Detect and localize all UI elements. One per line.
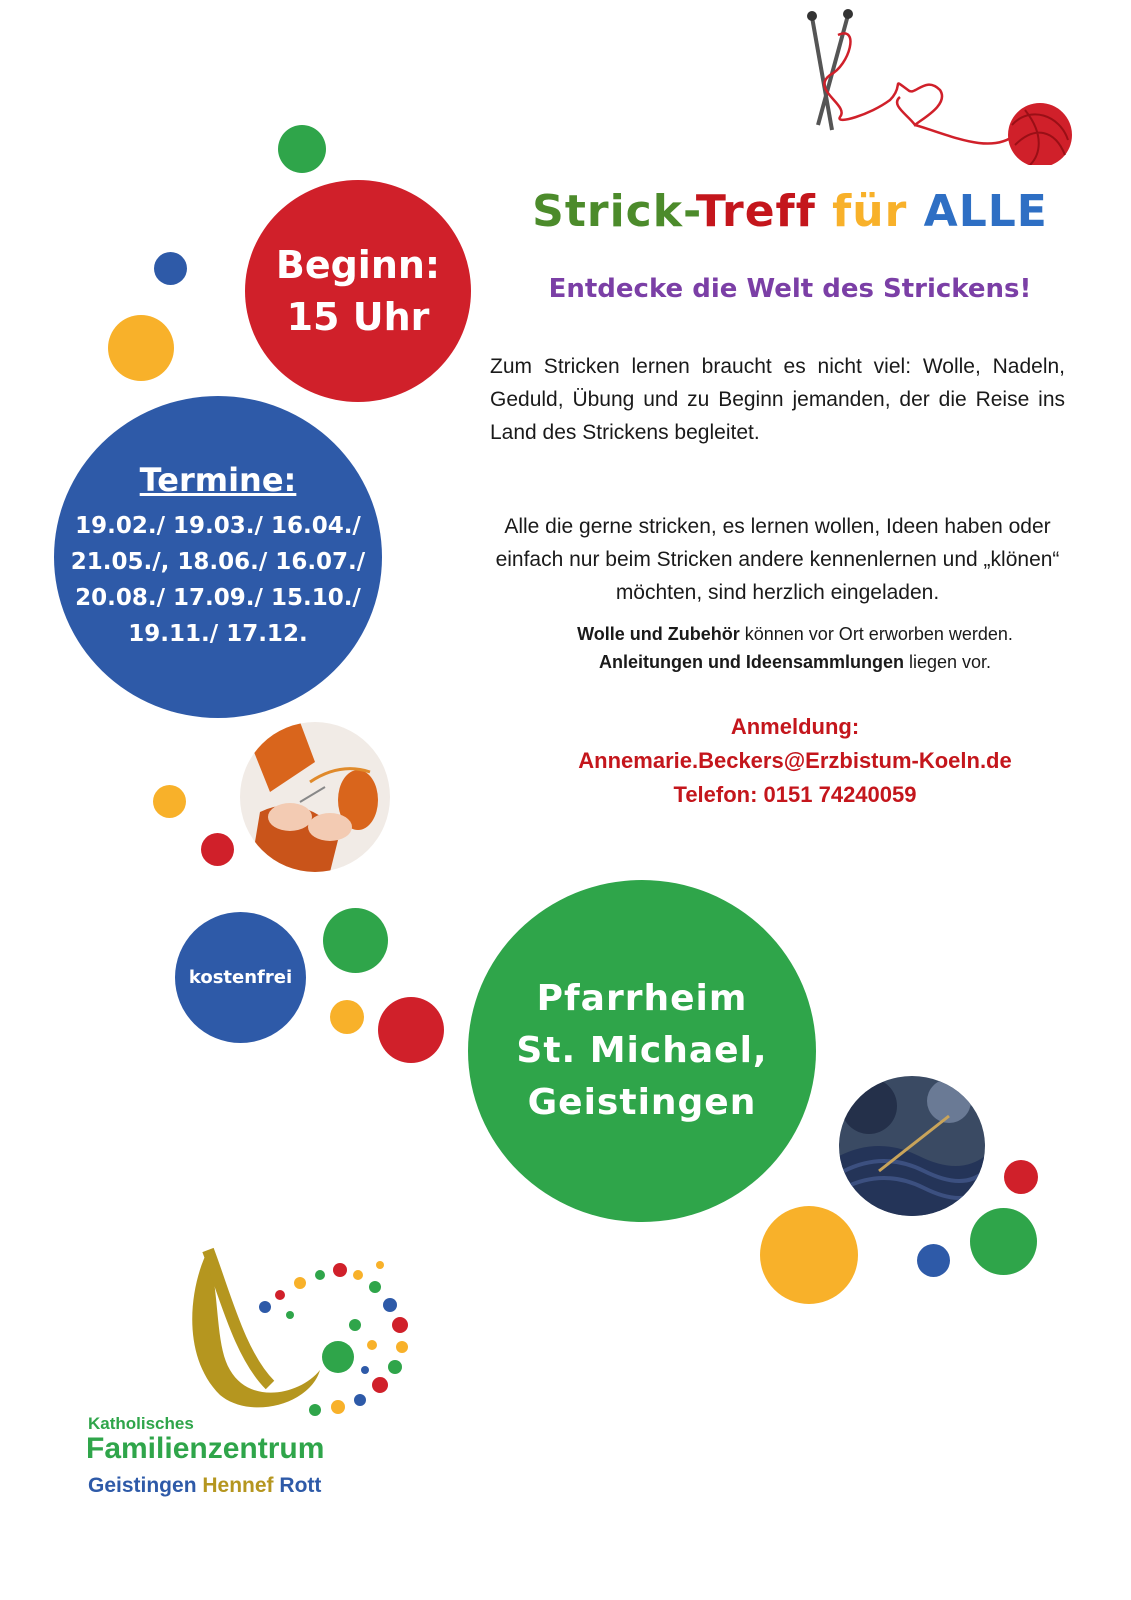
familienzentrum-logo-icon	[180, 1245, 420, 1435]
dates-heading: Termine:	[139, 461, 297, 499]
dates-line: 19.02./ 19.03./ 16.04./	[75, 513, 361, 539]
blue-dot	[154, 252, 187, 285]
title-word: Strick-	[532, 186, 696, 237]
dates-line: 19.11./ 17.12.	[128, 621, 308, 647]
info-text: können vor Ort erworben werden.	[739, 624, 1013, 644]
registration-label: Anmeldung:	[730, 714, 860, 739]
blue-knitting-photo	[839, 1076, 985, 1216]
venue-line: Pfarrheim	[536, 978, 748, 1019]
green-dot	[278, 125, 326, 173]
yellow-dot	[153, 785, 186, 818]
title-word: Treff	[695, 186, 833, 237]
registration-phone: Telefon: 0151 74240059	[673, 782, 917, 807]
dates-bubble	[54, 396, 382, 718]
knitting-hands-photo	[240, 722, 390, 872]
red-dot	[1004, 1160, 1038, 1194]
logo-word: Rott	[279, 1474, 322, 1497]
logo-line1: Katholisches	[88, 1414, 194, 1433]
blue-dot	[917, 1244, 950, 1277]
logo-word: Hennef	[202, 1474, 274, 1497]
start-time-bubble	[245, 180, 471, 402]
fee-bubble	[175, 912, 306, 1043]
title-word: ALLE	[923, 186, 1048, 237]
knitting-needles-yarn-illustration	[790, 5, 1080, 165]
fee-label: kostenfrei	[188, 967, 293, 988]
venue-line: St. Michael,	[516, 1030, 768, 1071]
title-word: für	[832, 186, 924, 237]
green-dot	[970, 1208, 1037, 1275]
venue-line: Geistingen	[527, 1082, 757, 1123]
info-bold: Wolle und Zubehör	[577, 624, 740, 644]
info-text: liegen vor.	[903, 652, 992, 672]
intro-paragraph: Zum Stricken lernen braucht es nicht viel: Wolle, Nadeln, Geduld, Übung und zu Beginn jemanden, der die Reise ins Land des Strickens begleitet.	[490, 355, 1065, 444]
venue-bubble	[468, 880, 816, 1222]
invite-paragraph: Alle die gerne stricken, es lernen wollen, Ideen haben oder einfach nur beim Stricken andere kennenlernen und „klönen“ möchten, sind herzlich eingeladen.	[495, 515, 1060, 604]
info-bold: Anleitungen und Ideensammlungen	[598, 652, 904, 672]
info-line	[500, 648, 1090, 676]
red-dot	[378, 997, 444, 1063]
info-line	[500, 620, 1090, 648]
yellow-dot	[760, 1206, 858, 1304]
logo-line3	[88, 1474, 321, 1498]
logo-line2: Familienzentrum	[86, 1432, 325, 1465]
start-label: Beginn:	[275, 243, 441, 287]
subtitle: Entdecke die Welt des Strickens!	[548, 274, 1032, 304]
dates-line: 20.08./ 17.09./ 15.10./	[75, 585, 361, 611]
dates-line: 21.05./, 18.06./ 16.07./	[70, 549, 366, 575]
yellow-dot	[330, 1000, 364, 1034]
yellow-dot	[108, 315, 174, 381]
page-title	[500, 186, 1080, 237]
green-dot	[323, 908, 388, 973]
start-time: 15 Uhr	[286, 295, 430, 339]
red-dot	[201, 833, 234, 866]
registration-email[interactable]: Annemarie.Beckers@Erzbistum-Koeln.de	[578, 748, 1012, 773]
logo-word: Geistingen	[88, 1474, 197, 1497]
